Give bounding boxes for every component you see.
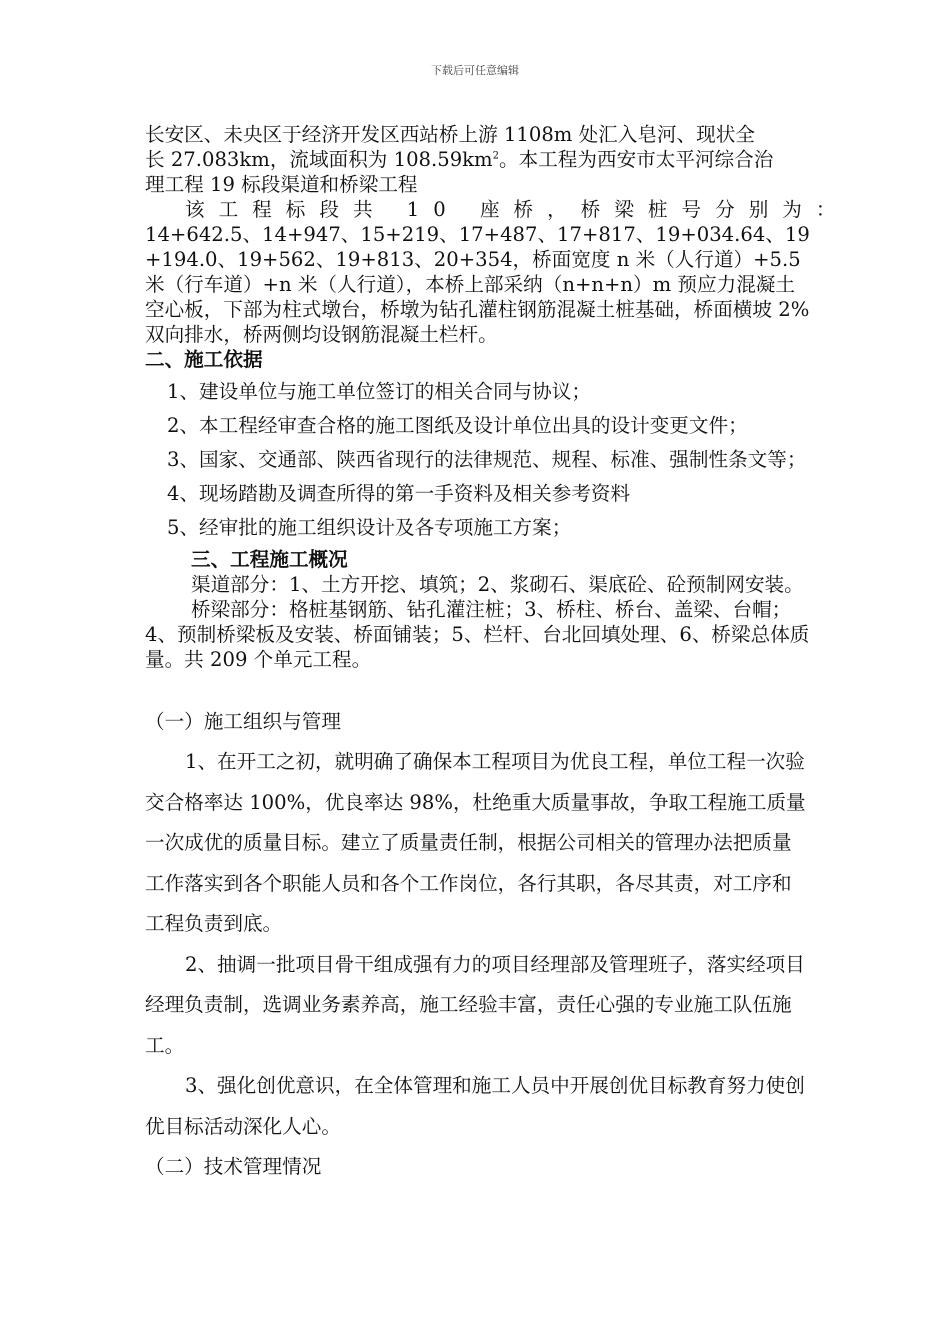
org-paragraph-2: 2、抽调一批项目骨干组成强有力的项目经理部及管理班子，落实经项目经理负责制，选调业务素养高，施工经验丰富，责任心强的专业施工队伍施工。 xyxy=(145,952,805,1057)
section-2-heading: 二、施工依据 xyxy=(145,348,263,371)
spacer xyxy=(145,672,810,702)
basis-item-3: 3、国家、交通部、陕西省现行的法律规范、规程、标准、强制性条文等； xyxy=(167,448,807,471)
bridge-description: 14+642.5、14+947、15+219、17+487、17+817、19+034.64、19+194.0、19+562、19+813、20+354，桥面宽度 n 米（人行道）+5.5 米（行车道）+n 米（人行道），本桥上部采纳（n+n+n）m 预应力混凝土空心板，下部为柱式墩台，桥墩为钻孔灌柱钢筋混凝土桩基础，桥面横坡 2%双向排水，桥两侧均设钢筋混凝土栏杆。 xyxy=(145,223,810,346)
section-3-heading: 三、工程施工概况 xyxy=(191,548,348,571)
basis-item-2: 2、本工程经审查合格的施工图纸及设计单位出具的设计变更文件； xyxy=(167,414,748,437)
page-header: 下载后可任意编辑 xyxy=(431,64,519,77)
intro-line-1: 长安区、未央区于经济开发区西站桥上游 1108m 处汇入皂河、现状全 xyxy=(145,123,755,146)
intro-line-2-tail: 。本工程为西安市太平河综合治 xyxy=(499,148,774,171)
document-body xyxy=(145,122,850,1187)
basis-list xyxy=(145,375,810,545)
subsection-2-heading: （二）技术管理情况 xyxy=(145,1155,322,1178)
org-paragraph-3: 3、强化创优意识，在全体管理和施工人员中开展创优目标教育努力使创优目标活动深化人心。 xyxy=(145,1074,805,1138)
superscript-2: 2 xyxy=(492,150,500,162)
basis-item-4: 4、现场踏勘及调查所得的第一手资料及相关参考资料 xyxy=(167,482,631,505)
canal-scope: 渠道部分：1、土方开挖、填筑；2、浆砌石、渠底砼、砼预制网安装。 xyxy=(191,573,804,596)
bridge-count-line: 该工程标段共 10 座桥，桥梁桩号分别为： xyxy=(185,198,850,221)
subsection-1-heading: （一）施工组织与管理 xyxy=(145,710,341,733)
intro-line-2 xyxy=(145,147,810,172)
basis-item-1: 1、建设单位与施工单位签订的相关合同与协议； xyxy=(167,380,591,403)
org-paragraph-1: 1、在开工之初，就明确了确保本工程项目为优良工程，单位工程一次验交合格率达 100%，优良率达 98%，杜绝重大质量事故，争取工程施工质量一次成优的质量目标。建立了质量责任制，根据公司相关的管理办法把质量工作落实到各个职能人员和各个工作岗位，各行其职，各尽其责，对工序和工程负责到底。 xyxy=(145,750,806,935)
intro-line-3: 理工程 19 标段渠道和桥梁工程 xyxy=(145,173,418,196)
basis-item-5: 5、经审批的施工组织设计及各专项施工方案； xyxy=(167,516,572,539)
bridge-scope-line-1: 桥梁部分：格桩基钢筋、钻孔灌注桩；3、桥柱、桥台、盖梁、台帽； xyxy=(191,598,792,621)
bridge-scope-rest: 4、预制桥梁板及安装、桥面铺装；5、栏杆、台北回填处理、6、桥梁总体质量。共 209 个单元工程。 xyxy=(145,623,810,671)
intro-line-2-text: 长 27.083km，流域面积为 108.59km xyxy=(145,148,493,171)
